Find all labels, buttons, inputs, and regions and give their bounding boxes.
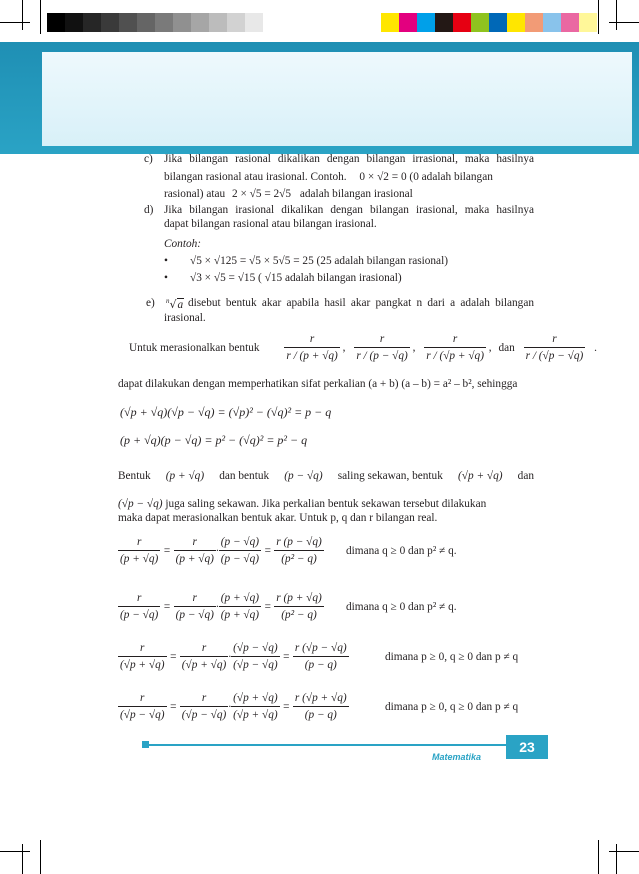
example-1: √5 × √125 = √5 × 5√5 = 25 (25 adalah bilangan rasional)	[190, 255, 448, 267]
and-word: dan	[498, 341, 515, 354]
gray-swatch	[245, 13, 263, 32]
equals-sign: =	[279, 651, 293, 663]
formula-factor: $\frac{r}{(√p - √q)}$	[181, 692, 227, 721]
formula-row	[118, 590, 558, 624]
nth-root-expression	[166, 294, 184, 312]
formula-condition: dimana p ≥ 0, q ≥ 0 dan p ≠ q	[385, 651, 519, 663]
color-swatch	[525, 13, 543, 32]
conj-expr: (√p + √q)	[458, 470, 503, 482]
intro-text: Untuk merasionalkan bentuk	[129, 342, 260, 354]
formula-lhs: $\frac{r}{(√p + √q)}$	[120, 642, 165, 671]
crop-mark	[22, 844, 23, 874]
comma: ,	[488, 341, 492, 354]
formula-lhs: $\frac{r}{(p + √q)}$	[120, 536, 159, 565]
formula-row	[118, 640, 558, 674]
comma: ,	[412, 341, 416, 354]
formula-condition: dimana q ≥ 0 dan p² ≠ q.	[346, 601, 457, 613]
gray-swatch	[83, 13, 101, 32]
item-c-line2-text: bilangan rasional atau irasional. Contoh.	[164, 171, 347, 183]
crop-mark	[609, 851, 639, 852]
color-swatch	[543, 13, 561, 32]
formula-factor: $\frac{r}{(√p + √q)}$	[181, 642, 227, 671]
color-swatch	[417, 13, 435, 32]
gray-swatch	[209, 13, 227, 32]
gray-swatch	[137, 13, 155, 32]
rationalize-intro	[129, 331, 597, 365]
item-c-line3-post: adalah bilangan irasional	[299, 188, 413, 200]
gray-swatch	[155, 13, 173, 32]
form-2: $\frac{r}{r / (p - √q)}$	[356, 333, 408, 362]
color-swatch	[507, 13, 525, 32]
formula-row	[118, 690, 558, 724]
color-swatch	[561, 13, 579, 32]
gray-swatch	[119, 13, 137, 32]
formula-factor: $\frac{r}{(p + √q)}$	[175, 536, 214, 565]
color-swatch	[579, 13, 597, 32]
item-d-line1: Jika bilangan irasional dikalikan dengan bilangan irasional, maka hasilnya	[164, 204, 534, 216]
conj-text: dan	[517, 470, 534, 482]
formula-factor: $\frac{r}{(p - √q)}$	[175, 592, 214, 621]
item-e-marker: e)	[146, 297, 155, 309]
multiply-dot: ·	[215, 601, 219, 613]
item-d-marker: d)	[144, 204, 154, 216]
color-swatch	[381, 13, 399, 32]
conj-expr: (p + √q)	[165, 470, 205, 482]
equals-sign: =	[261, 601, 275, 613]
equals-sign: =	[261, 545, 275, 557]
gray-swatch	[191, 13, 209, 32]
form-4: $\frac{r}{r / (√p - √q)}$	[525, 333, 584, 362]
crop-mark	[616, 0, 617, 30]
crop-mark	[22, 0, 23, 30]
example-2: √3 × √5 = √15 ( √15 adalah bilangan irasional)	[190, 272, 402, 284]
conj-text: dan bentuk	[219, 470, 270, 482]
identity-equation-1: (√p + √q)(√p − √q) = (√p)² − (√q)² = p − q	[120, 405, 332, 419]
crop-mark	[0, 851, 30, 852]
item-c-line3	[164, 187, 413, 201]
multiply-dot: ·	[228, 701, 232, 713]
crop-mark	[0, 22, 30, 23]
radical-sign-icon: √	[169, 297, 177, 311]
conj-text: saling sekawan, bentuk	[337, 470, 443, 482]
page-number: 23	[506, 735, 548, 759]
property-text: dapat dilakukan dengan memperhatikan sifat perkalian (a + b) (a – b) = a² – b², sehingga	[118, 378, 518, 390]
formula-lhs: $\frac{r}{(p - √q)}$	[120, 592, 159, 621]
bullet: •	[164, 255, 168, 267]
crop-mark	[40, 840, 41, 874]
conjugate-line3: maka dapat merasionalkan bentuk akar. Untuk p, q dan r bilangan real.	[118, 512, 438, 524]
gray-swatch	[227, 13, 245, 32]
gray-swatch	[173, 13, 191, 32]
item-c-line3-math: 2 × √5 = 2√5	[232, 188, 292, 200]
item-c-line1: Jika bilangan rasional dikalikan dengan bilangan irrasional, maka hasilnya	[164, 153, 534, 165]
crop-mark	[616, 844, 617, 874]
item-c-line2-math: 0 × √2 = 0 (0 adalah bilangan	[359, 171, 493, 183]
color-swatch	[399, 13, 417, 32]
form-1: $\frac{r}{r / (p + √q)}$	[286, 333, 338, 362]
contoh-label: Contoh:	[164, 238, 202, 250]
crop-mark	[40, 0, 41, 34]
comma: ,	[342, 341, 346, 354]
formula-conjugate: $\frac{(√p + √q)}{(√p + √q)}$	[233, 692, 278, 721]
conj-text: juga saling sekawan. Jika perkalian bentuk sekawan tersebut dilakukan	[165, 498, 487, 510]
formula-condition: dimana p ≥ 0, q ≥ 0 dan p ≠ q	[385, 701, 519, 713]
item-e-line2: irasional.	[164, 312, 206, 324]
header-band-panel	[42, 52, 632, 146]
formula-condition: dimana q ≥ 0 dan p² ≠ q.	[346, 545, 457, 557]
footer-subject: Matematika	[432, 752, 482, 762]
conj-expr: (p − √q)	[284, 470, 323, 482]
item-c-line3-text: rasional) atau	[164, 188, 226, 200]
formula-lhs: $\frac{r}{(√p - √q)}$	[120, 692, 165, 721]
gray-swatch	[65, 13, 83, 32]
item-d-line2: dapat bilangan rasional atau bilangan irasional.	[164, 218, 377, 230]
equals-sign: =	[279, 701, 293, 713]
footer-rule	[147, 744, 519, 746]
conj-text: Bentuk	[118, 470, 151, 482]
item-c-line2	[164, 170, 493, 184]
period: .	[594, 341, 597, 354]
gray-swatch	[47, 13, 65, 32]
multiply-dot: ·	[215, 545, 219, 557]
color-swatch	[453, 13, 471, 32]
color-swatch	[489, 13, 507, 32]
root-index: n	[166, 297, 170, 305]
color-swatch	[471, 13, 489, 32]
footer-rule-dot	[142, 741, 149, 748]
formula-result: $\frac{r (√p + √q)}{(p - q)}$	[294, 692, 347, 721]
formula-conjugate: $\frac{(√p - √q)}{(√p - √q)}$	[233, 642, 278, 671]
formula-result: $\frac{r (p - √q)}{\text{(p² − q)}}$	[276, 536, 322, 565]
formula-row	[118, 534, 558, 568]
formula-conjugate: $\frac{(p + √q)}{(p + √q)}$	[220, 592, 259, 621]
equals-sign: =	[166, 701, 180, 713]
multiply-dot: ·	[228, 651, 232, 663]
form-3: $\frac{r}{r / (√p + √q)}$	[426, 333, 484, 362]
bullet: •	[164, 272, 168, 284]
radicand: a	[177, 298, 184, 311]
gray-swatch	[101, 13, 119, 32]
crop-mark	[598, 840, 599, 874]
formula-result: $\frac{r (p + √q)}{\text{(p² − q)}}$	[276, 592, 322, 621]
item-c-marker: c)	[144, 153, 153, 165]
color-swatch	[435, 13, 453, 32]
equals-sign: =	[166, 651, 180, 663]
item-e-line1: disebut bentuk akar apabila hasil akar pangkat n dari a adalah bilangan	[188, 297, 534, 309]
crop-mark	[598, 0, 599, 34]
conjugate-line1	[118, 469, 534, 483]
conj-expr: (√p − √q)	[118, 498, 163, 510]
equals-sign: =	[160, 545, 174, 557]
formula-result: $\frac{r (√p - √q)}{(p - q)}$	[294, 642, 347, 671]
conjugate-line2	[118, 497, 486, 511]
equals-sign: =	[160, 601, 174, 613]
formula-conjugate: $\frac{(p - √q)}{(p - √q)}$	[220, 536, 259, 565]
identity-equation-2: (p + √q)(p − √q) = p² − (√q)² = p² − q	[120, 433, 308, 447]
crop-mark	[609, 22, 639, 23]
